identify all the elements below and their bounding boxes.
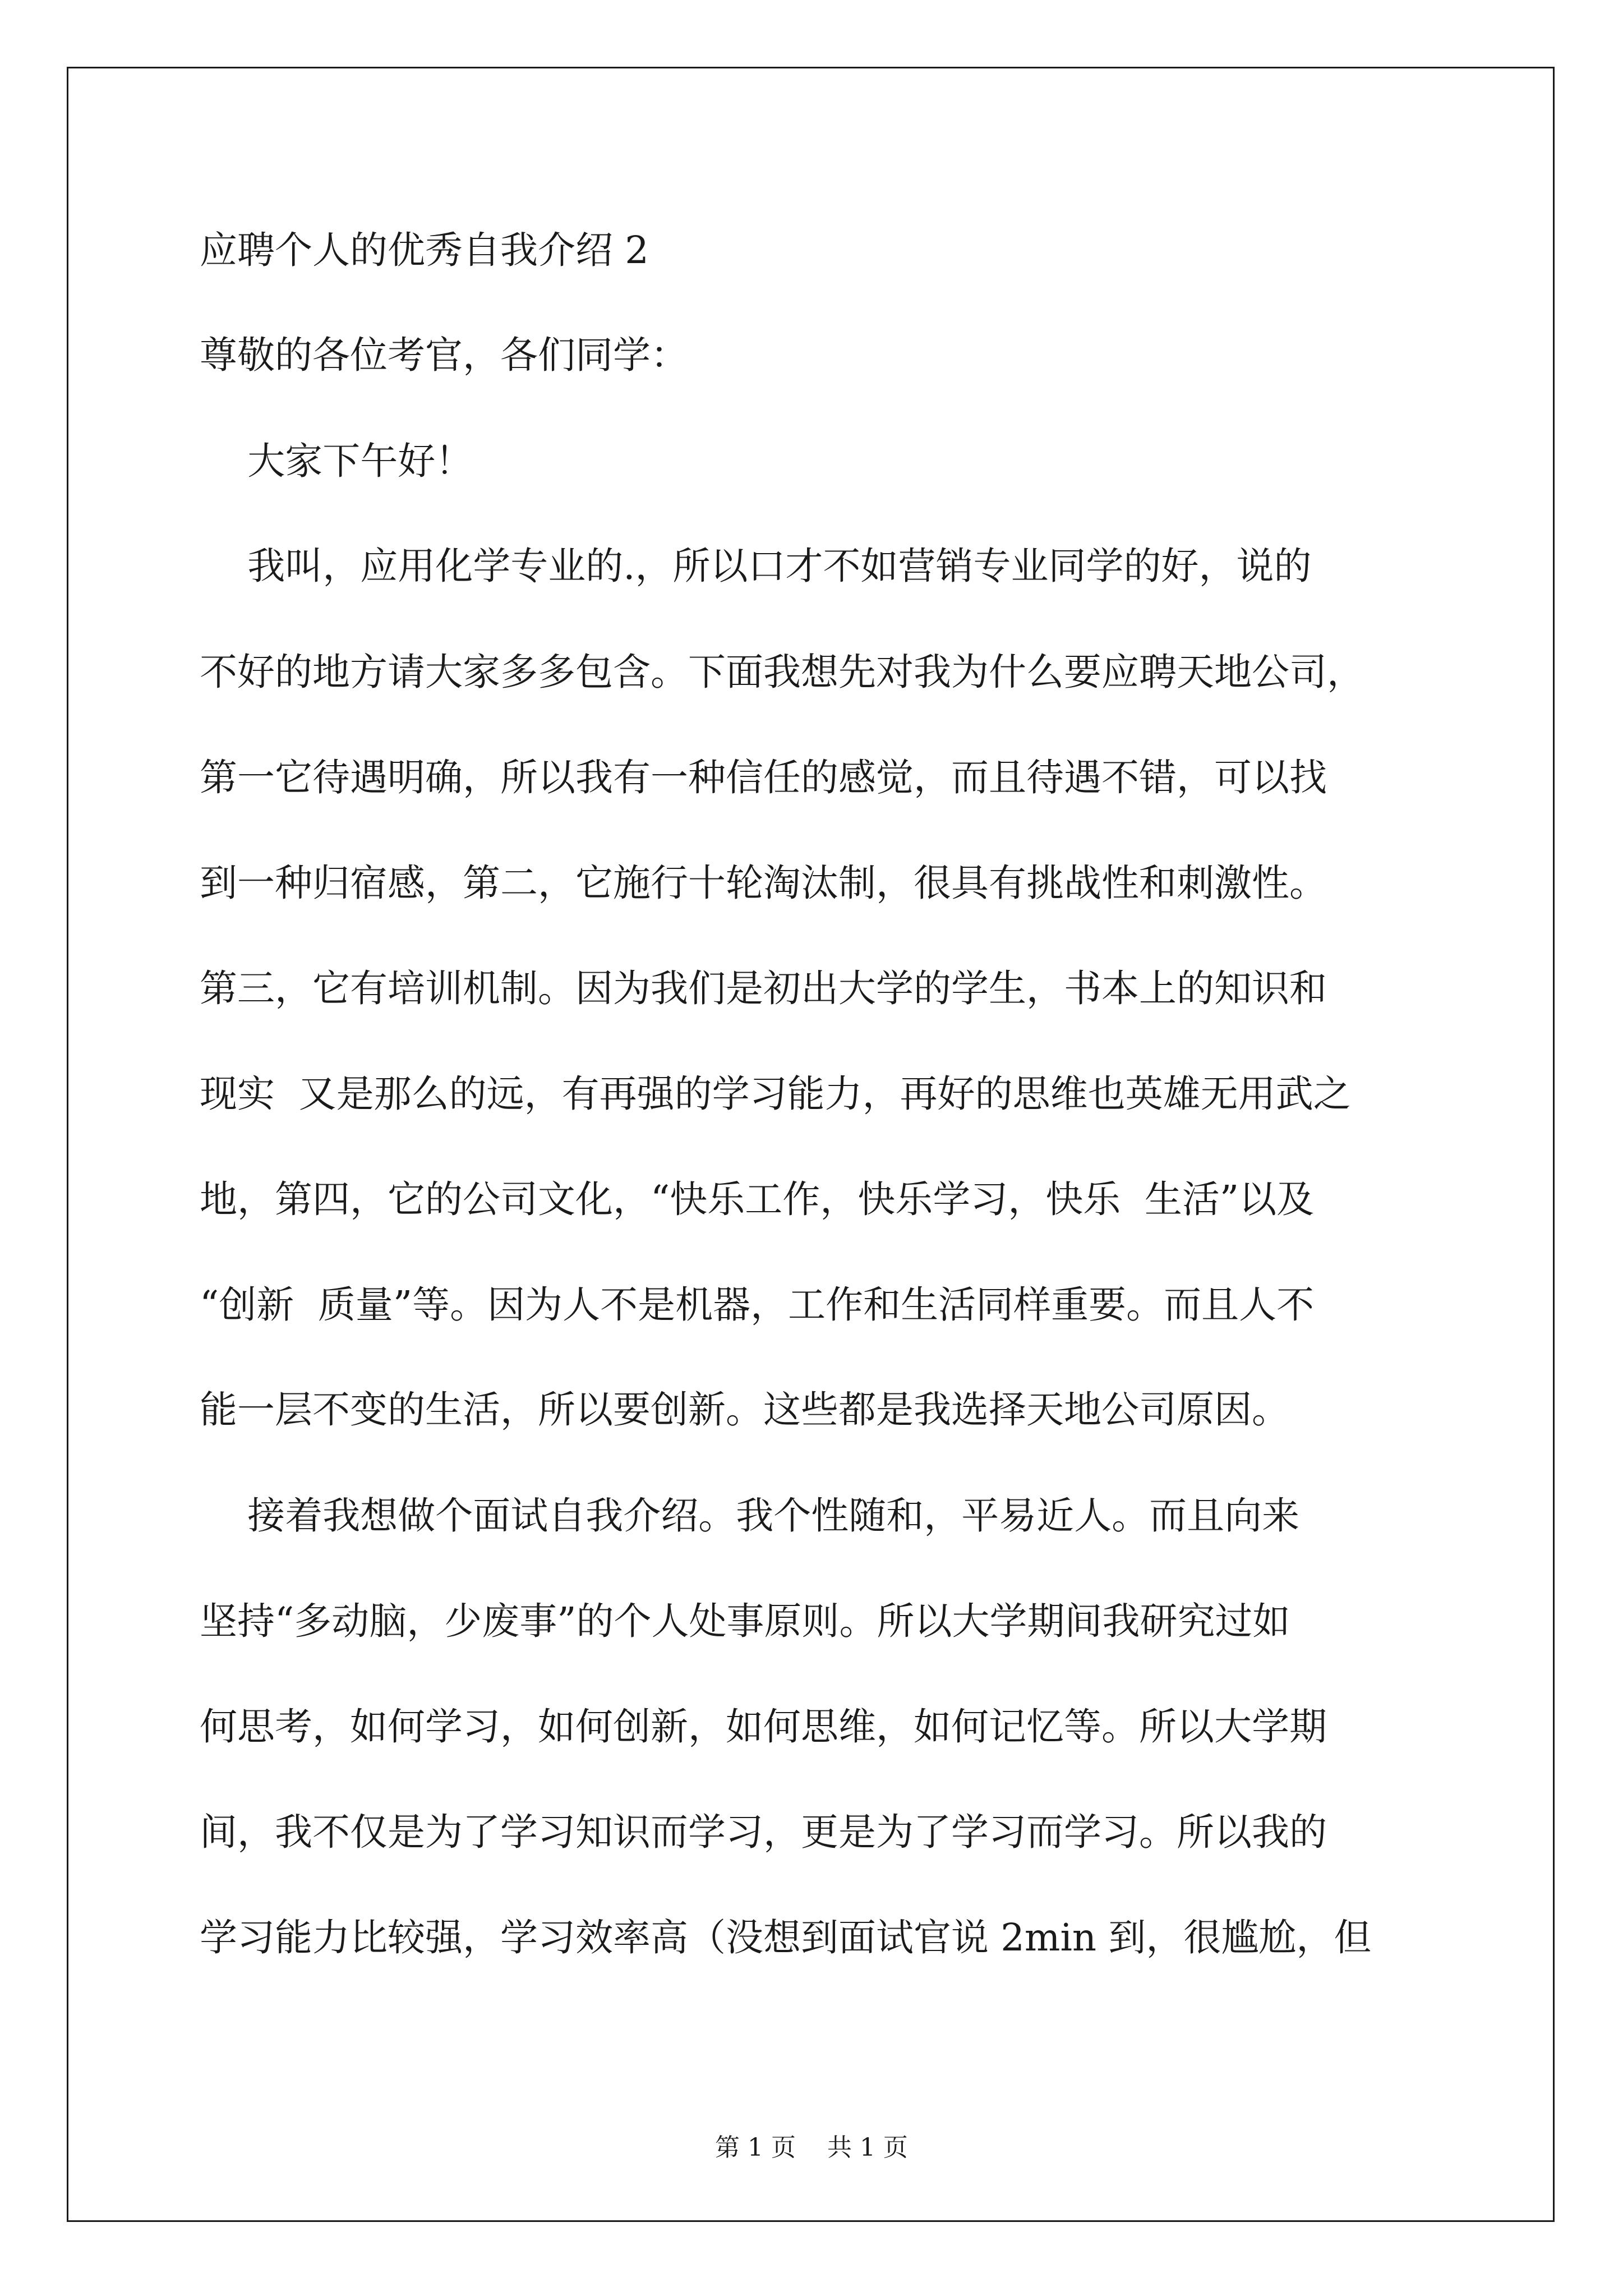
body-line: 能一层不变的生活，所以要创新。这些都是我选择天地公司原因。 — [200, 1388, 1289, 1432]
body-line: 间，我不仅是为了学习知识而学习，更是为了学习而学习。所以我的 — [200, 1810, 1327, 1854]
body-line: 到一种归宿感，第二，它施行十轮淘汰制，很具有挑战性和刺激性。 — [200, 861, 1327, 905]
body-line: 坚持“多动脑，少废事”的个人处事原则。所以大学期间我研究过如 — [200, 1599, 1290, 1643]
body-line: 学习能力比较强，学习效率高（没想到面试官说 2min 到，很尴尬，但 — [200, 1916, 1372, 1959]
body-line: “创新 质量”等。因为人不是机器，工作和生活同样重要。而且人不 — [200, 1283, 1315, 1327]
body-line: 地，第四，它的公司文化，“快乐工作，快乐学习，快乐 生活”以及 — [200, 1177, 1315, 1221]
salutation: 尊敬的各位考官，各们同学： — [200, 333, 688, 377]
body-line: 现实 又是那么的远，有再强的学习能力，再好的思维也英雄无用武之 — [200, 1072, 1351, 1116]
greeting: 大家下午好！ — [200, 439, 473, 483]
body-line: 接着我想做个面试自我介绍。我个性随和，平易近人。而且向来 — [200, 1494, 1300, 1538]
page-footer: 第 1 页 共 1 页 — [715, 2133, 908, 2162]
body-line: 第一它待遇明确，所以我有一种信任的感觉，而且待遇不错，可以找 — [200, 756, 1327, 799]
body-line: 何思考，如何学习，如何创新，如何思维，如何记忆等。所以大学期 — [200, 1705, 1327, 1749]
body-line: 我叫，应用化学专业的.，所以口才不如营销专业同学的好，说的 — [200, 544, 1312, 588]
body-line: 不好的地方请大家多多包含。下面我想先对我为什么要应聘天地公司， — [200, 650, 1364, 694]
document-title: 应聘个人的优秀自我介绍 2 — [200, 228, 649, 272]
body-line: 第三，它有培训机制。因为我们是初出大学的学生，书本上的知识和 — [200, 967, 1327, 1010]
page-border — [67, 67, 1555, 2222]
